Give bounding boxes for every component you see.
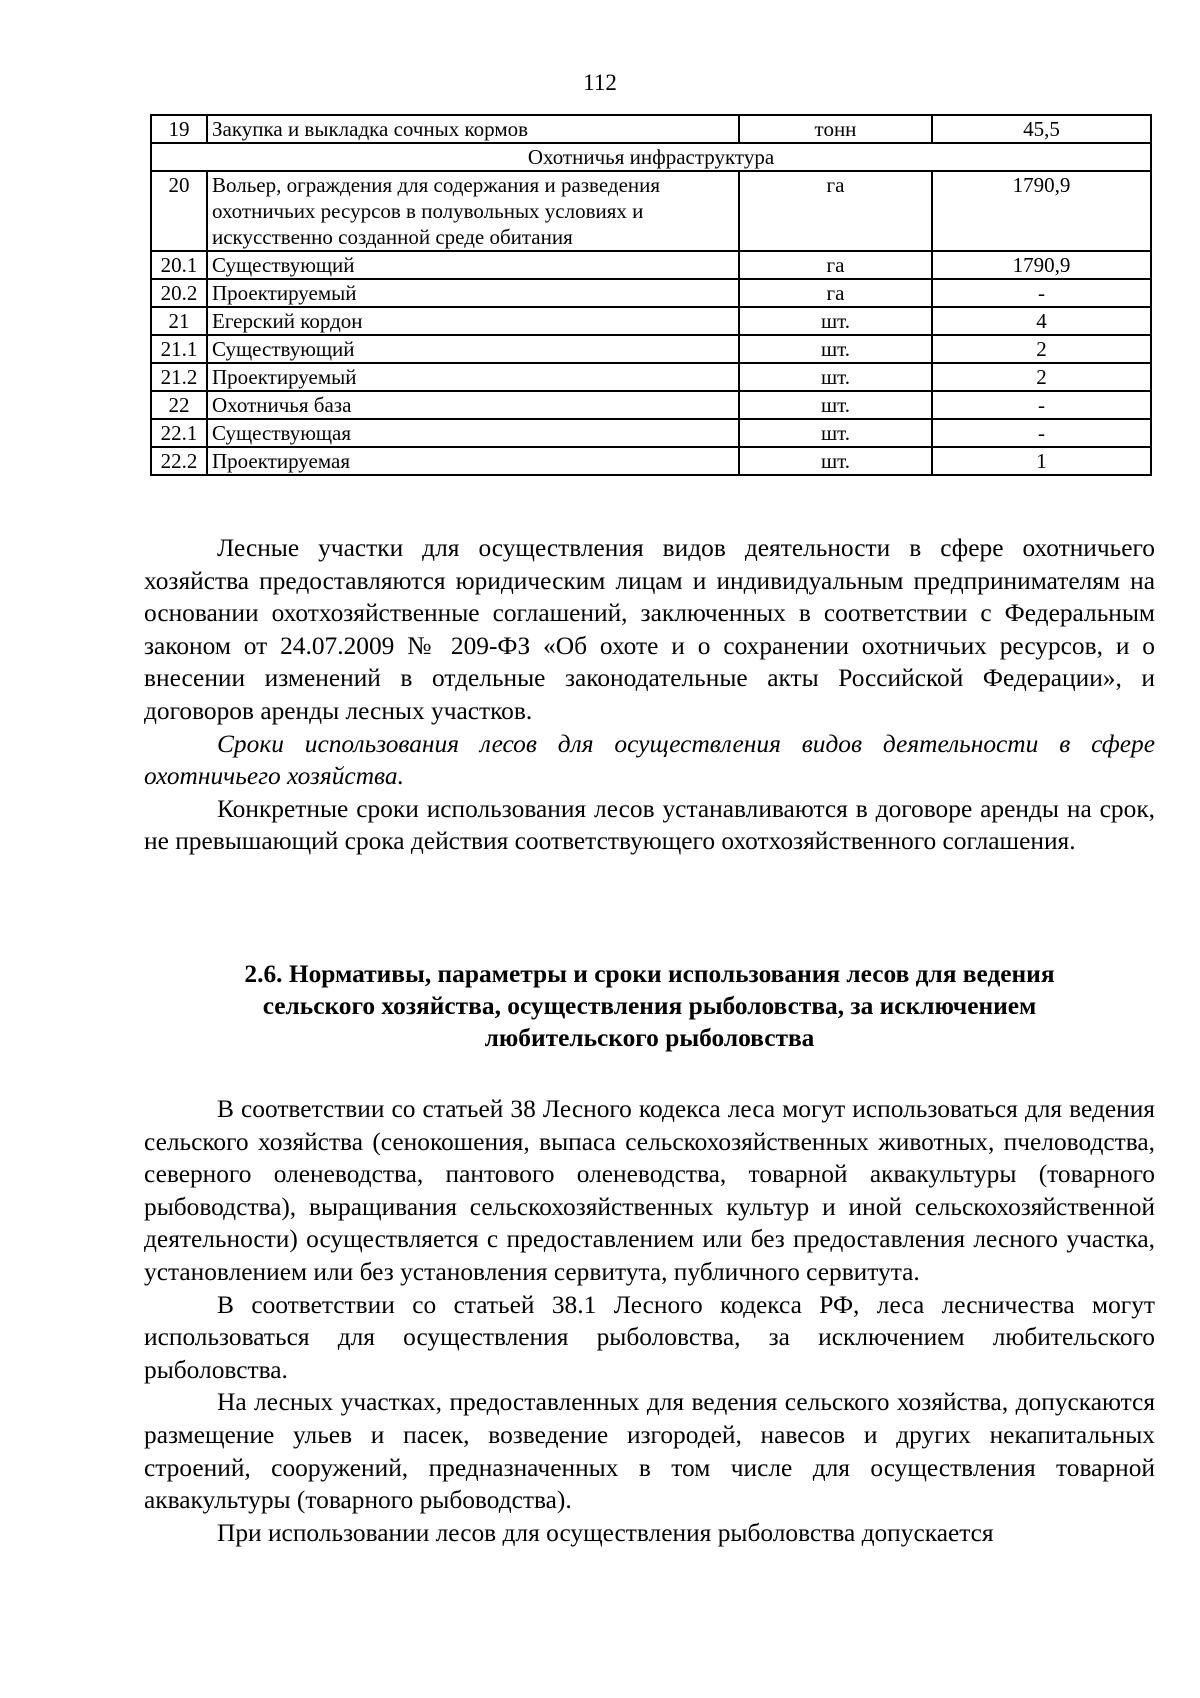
- row-name: Существующая: [207, 419, 739, 447]
- row-number: 19: [151, 115, 207, 143]
- row-number: 20: [151, 171, 207, 251]
- section-heading: [144, 958, 1155, 1054]
- paragraph: При использовании лесов для осуществления рыболовства допускается: [217, 1518, 994, 1547]
- heading-line: 2.6. Нормативы, параметры и сроки использования лесов для ведения: [244, 960, 1055, 988]
- row-unit: тонн: [739, 115, 932, 143]
- row-unit: шт.: [739, 363, 932, 391]
- table-row: [151, 335, 1151, 363]
- row-number: 22.1: [151, 419, 207, 447]
- row-number: 21.2: [151, 363, 207, 391]
- row-number: 21: [151, 307, 207, 335]
- table-row: [151, 419, 1151, 447]
- row-value: 2: [932, 363, 1151, 391]
- data-table: [150, 114, 1152, 476]
- row-name: Проектируемая: [207, 447, 739, 475]
- row-unit: шт.: [739, 307, 932, 335]
- row-number: 22.2: [151, 447, 207, 475]
- table-row: [151, 279, 1151, 307]
- row-name: Охотничья база: [207, 391, 739, 419]
- paragraph: В соответствии со статьей 38.1 Лесного кодекса РФ, леса лесничества могут использоваться для осуществления рыболовства, за исключением любительского рыболовства.: [144, 1290, 1155, 1384]
- italic-subheading: Сроки использования лесов для осуществления видов деятельности в сфере охотничьего хозяйства.: [144, 729, 1155, 791]
- row-value: 45,5: [932, 115, 1151, 143]
- paragraph: Конкретные сроки использования лесов устанавливаются в договоре аренды на срок, не превышающий срока действия соответствующего охотхозяйственного соглашения.: [144, 794, 1155, 856]
- row-value: -: [932, 391, 1151, 419]
- row-number: 20.2: [151, 279, 207, 307]
- row-value: 1790,9: [932, 171, 1151, 251]
- paragraph: На лесных участках, предоставленных для ведения сельского хозяйства, допускаются размещение ульев и пасек, возведение изгородей, навесов и других некапитальных строений, сооружений, предназначенных в том числе для осуществления товарной аквакультуры (товарного рыбоводства).: [144, 1388, 1155, 1515]
- row-unit: га: [739, 171, 932, 251]
- row-number: 21.1: [151, 335, 207, 363]
- row-unit: шт.: [739, 335, 932, 363]
- table-row: [151, 447, 1151, 475]
- paragraph: Лесные участки для осуществления видов деятельности в сфере охотничьего хозяйства предоставляются юридическим лицам и индивидуальным предпринимателям на основании охотхозяйственные соглашений, заключенных в соответствии с Федеральным законом от 24.07.2009 № 209-ФЗ «Об охоте и о сохранении охотничьих ресурсов, и о внесении изменений в отдельные законодательные акты Российской Федерации», и договоров аренды лесных участков.: [144, 534, 1155, 725]
- row-unit: шт.: [739, 419, 932, 447]
- row-name: Закупка и выкладка сочных кормов: [207, 115, 739, 143]
- heading-line: любительского рыболовства: [484, 1024, 815, 1052]
- table-row: [151, 363, 1151, 391]
- row-name: Существующий: [207, 251, 739, 279]
- paragraph: В соответствии со статьей 38 Лесного кодекса леса могут использоваться для ведения сельского хозяйства (сенокошения, выпаса сельскохозяйственных животных, пчеловодства, северного оленеводства, пантового оленеводства, товарной аквакультуры (товарного рыбоводства), выращивания сельскохозяйственных культур и иной сельскохозяйственной деятельности) осуществляется с предоставлением или без предоставления лесного участка, установлением или без установления сервитута, публичного сервитута.: [144, 1095, 1155, 1286]
- table-row: [151, 171, 1151, 251]
- table-row: [151, 251, 1151, 279]
- page-number: 112: [583, 70, 617, 95]
- table-row: [151, 307, 1151, 335]
- row-name: Проектируемый: [207, 363, 739, 391]
- body-text-top: [144, 532, 1155, 858]
- table-row: [151, 115, 1151, 143]
- row-value: -: [932, 419, 1151, 447]
- row-number: 22: [151, 391, 207, 419]
- row-value: -: [932, 279, 1151, 307]
- row-name: Вольер, ограждения для содержания и разведения охотничьих ресурсов в полувольных условиях и искусственно созданной среде обитания: [207, 171, 739, 251]
- row-value: 1: [932, 447, 1151, 475]
- row-name: Существующий: [207, 335, 739, 363]
- row-unit: га: [739, 279, 932, 307]
- body-text-bottom: [144, 1093, 1155, 1549]
- heading-line: сельского хозяйства, осуществления рыболовства, за исключением: [262, 992, 1037, 1020]
- row-unit: га: [739, 251, 932, 279]
- row-unit: шт.: [739, 391, 932, 419]
- row-value: 2: [932, 335, 1151, 363]
- row-name: Проектируемый: [207, 279, 739, 307]
- row-value: 4: [932, 307, 1151, 335]
- table-section-row: [151, 143, 1151, 171]
- section-title: Охотничья инфраструктура: [151, 143, 1151, 171]
- row-name: Егерский кордон: [207, 307, 739, 335]
- row-unit: шт.: [739, 447, 932, 475]
- row-value: 1790,9: [932, 251, 1151, 279]
- row-number: 20.1: [151, 251, 207, 279]
- table-row: [151, 391, 1151, 419]
